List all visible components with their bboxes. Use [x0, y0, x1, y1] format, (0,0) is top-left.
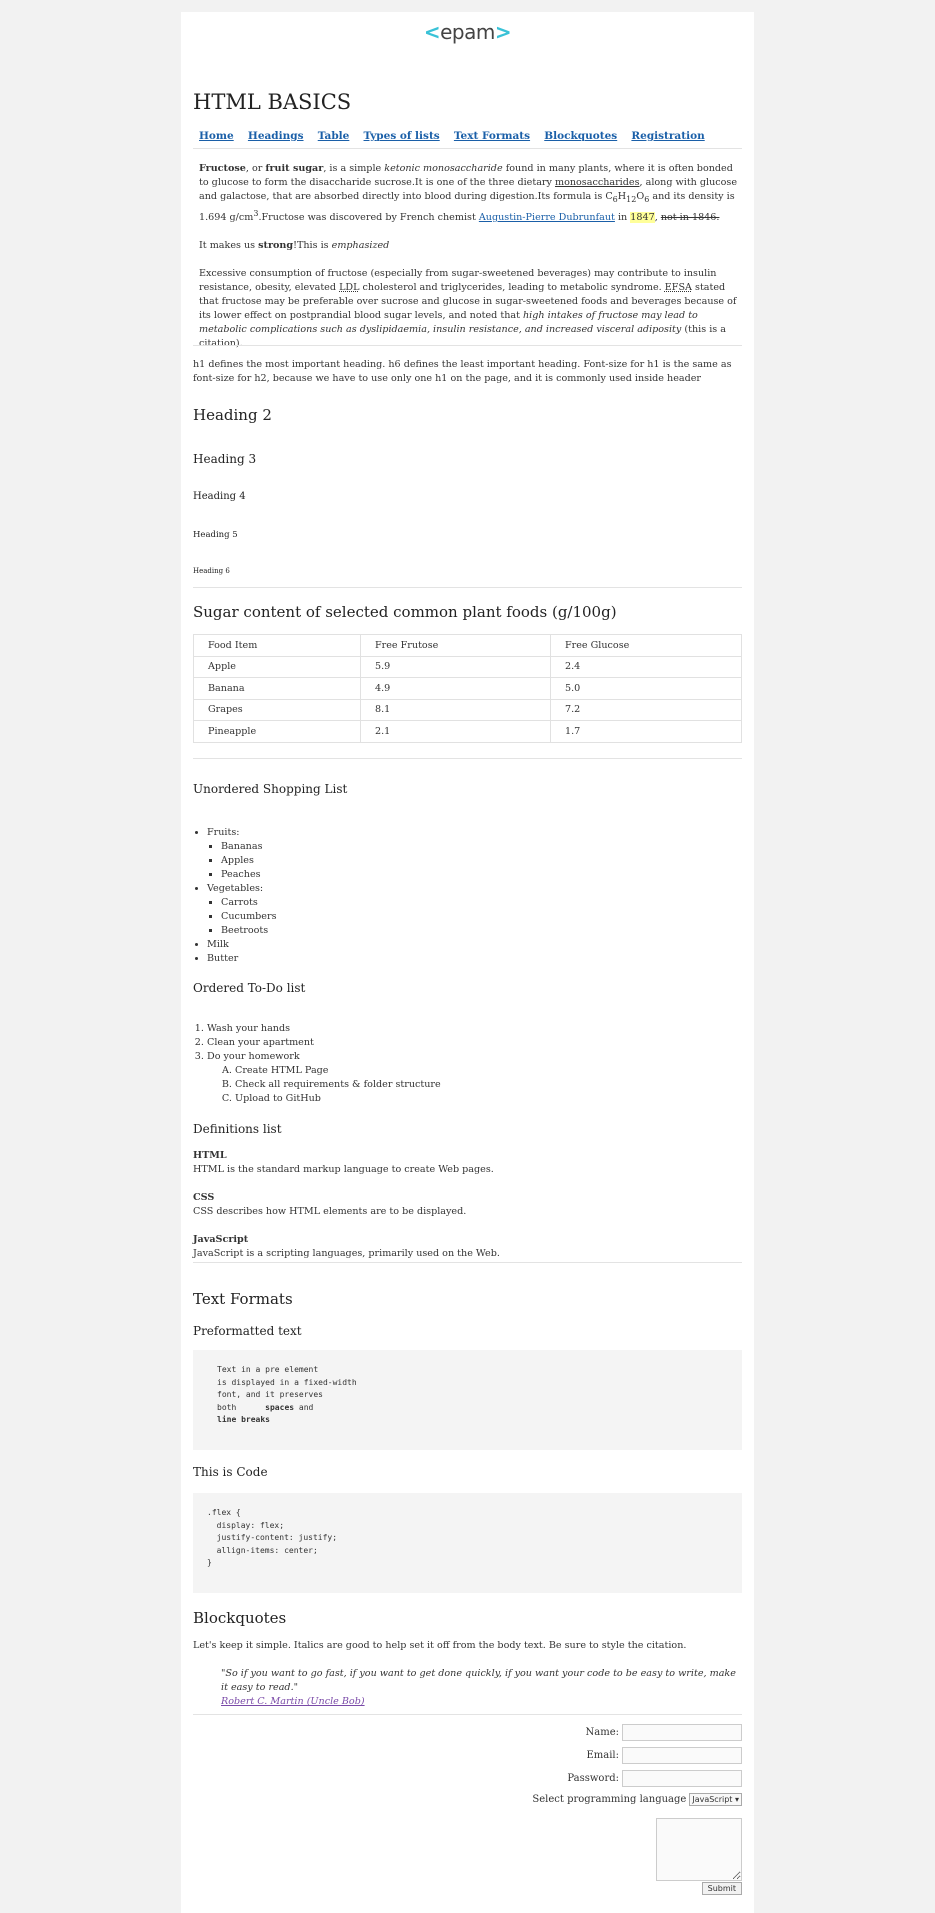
intro-section	[199, 162, 742, 351]
list-item: • Vegetables: ▪ Carrots ▪ Cucumbers ▪ Beetroots	[207, 882, 742, 938]
email-row	[586, 1747, 742, 1764]
page-title: HTML BASICS	[193, 90, 352, 114]
table-header: Food Item	[194, 635, 361, 657]
definition-term: JavaScript	[193, 1234, 249, 1245]
preformatted-block: Text in a pre element is displayed in a fixed-width font, and it preserves both spaces and line breaks	[193, 1350, 742, 1450]
table-header-row	[194, 635, 742, 657]
nav-types-of-lists[interactable]: Types of lists	[363, 130, 440, 142]
nav-home[interactable]: Home	[199, 130, 234, 142]
list-item: • Fruits: ▪ Bananas ▪ Apples ▪ Peaches	[207, 826, 742, 882]
name-row	[586, 1724, 742, 1741]
language-select[interactable]: JavaScript ▾	[689, 1793, 742, 1806]
list-item: ▪ Beetroots	[221, 924, 742, 938]
divider	[193, 1714, 742, 1715]
table-cell: Apple	[194, 656, 361, 678]
sugar-table	[193, 634, 742, 743]
language-label: Select programming language	[532, 1794, 687, 1805]
heading-2: Heading 2	[193, 406, 272, 424]
list-item: ▪ Apples	[221, 854, 742, 868]
intro-paragraph-3: Excessive consumption of fructose (especially from sugar-sweetened beverages) may contribute to insulin resistance, obesity, elevated LDL cholesterol and triglycerides, leading to metabolic syndrome. EFSA stated that fructose may be preferable over sucrose and glucose in sugar-sweetened foods and beverages because of its lower effect on postprandial blood sugar levels, and noted that high intakes of fructose may lead to metabolic complications such as dyslipidaemia, insulin resistance, and increased visceral adiposity (this is a citation).	[199, 268, 737, 350]
name-label: Name:	[585, 1727, 619, 1738]
list-item: • Milk	[207, 938, 742, 952]
table-row	[194, 678, 742, 700]
definitions-list	[193, 1149, 742, 1261]
table-cell: 7.2	[551, 699, 742, 721]
definition-term: HTML	[193, 1150, 227, 1161]
table-title: Sugar content of selected common plant foods (g/100g)	[193, 603, 617, 621]
table-cell: 5.0	[551, 678, 742, 700]
list-item: 1. Wash your hands	[207, 1022, 742, 1036]
list-item: 2. Clean your apartment	[207, 1036, 742, 1050]
language-row	[532, 1793, 742, 1806]
table-header: Free Frutose	[361, 635, 551, 657]
divider	[193, 758, 742, 759]
headings-note: h1 defines the most important heading. h6 defines the least important heading. Font-size for h1 is the same as font-size for h2, because we have to use only one h1 on the page, and it is commonly used inside header	[193, 359, 732, 384]
definition-term: CSS	[193, 1192, 215, 1203]
quote-text: "So if you want to go fast, if you want to get done quickly, if you want your code to be easy to write, make it easy to read."	[221, 1668, 736, 1693]
table-cell: Banana	[194, 678, 361, 700]
table-cell: 8.1	[361, 699, 551, 721]
submit-button[interactable]: Submit	[702, 1882, 742, 1895]
definitions-list-title: Definitions list	[193, 1122, 282, 1136]
list-item: C. Upload to GitHub	[235, 1092, 742, 1106]
intro-paragraph-2: It makes us strong!This is emphasized	[199, 240, 390, 252]
divider	[193, 345, 742, 346]
divider	[193, 587, 742, 588]
table-row	[194, 656, 742, 678]
code-title: This is Code	[193, 1465, 268, 1479]
nav-registration[interactable]: Registration	[631, 130, 705, 142]
password-input[interactable]	[622, 1770, 742, 1787]
blockquotes-title: Blockquotes	[193, 1609, 287, 1627]
list-item: ▪ Carrots	[221, 896, 742, 910]
nav-table[interactable]: Table	[317, 130, 350, 142]
table-cell: Grapes	[194, 699, 361, 721]
table-cell: 1.7	[551, 721, 742, 743]
email-label: Email:	[586, 1750, 619, 1761]
text-formats-title: Text Formats	[193, 1290, 293, 1308]
list-item: • Butter	[207, 952, 742, 966]
chemist-link[interactable]: Augustin-Pierre Dubrunfaut	[478, 212, 615, 224]
blockquote	[193, 1667, 742, 1709]
table-cell: Pineapple	[194, 721, 361, 743]
list-item: ▪ Cucumbers	[221, 910, 742, 924]
nav-blockquotes[interactable]: Blockquotes	[544, 130, 618, 142]
definition-desc: CSS describes how HTML elements are to be displayed.	[193, 1206, 467, 1217]
definition-desc: HTML is the standard markup language to create Web pages.	[193, 1164, 494, 1175]
message-textarea[interactable]	[656, 1818, 742, 1881]
quote-author-link[interactable]: Robert C. Martin (Uncle Bob)	[221, 1696, 365, 1707]
code-block: .flex { display: flex; justify-content: justify; allign-items: center; }	[193, 1493, 742, 1593]
table-header: Free Glucose	[551, 635, 742, 657]
preformatted-title: Preformatted text	[193, 1324, 302, 1338]
list-item: A. Create HTML Page	[235, 1064, 742, 1078]
name-input[interactable]	[622, 1724, 742, 1741]
blockquotes-intro: Let's keep it simple. Italics are good to help set it off from the body text. Be sure to style the citation.	[193, 1640, 687, 1651]
intro-paragraph-1: Fructose, or fruit sugar, is a simple ketonic monosaccharide found in many plants, where it is often bonded to glucose to form the disaccharide sucrose.It is one of the three dietary monosaccharides, along with glucose and galactose, that are absorbed directly into blood during digestion.Its formula is $C_6H_{12}O_6$ and its density is 1.694 $g/cm^3.Fructose$ was discovered by French chemist Augustin-Pierre Dubrunfaut in 1847, not in 1846.	[199, 163, 738, 224]
table-row	[194, 699, 742, 721]
password-row	[567, 1770, 742, 1787]
heading-6: Heading 6	[193, 567, 230, 575]
email-input[interactable]	[622, 1747, 742, 1764]
epam-logo[interactable]: <epam>	[423, 20, 512, 44]
page-container	[181, 12, 754, 1913]
list-item: ▪ Peaches	[221, 868, 742, 882]
main-nav	[199, 130, 742, 142]
list-item: ▪ Bananas	[221, 840, 742, 854]
heading-3: Heading 3	[193, 452, 257, 466]
shopping-list	[193, 826, 742, 966]
table-cell: 2.4	[551, 656, 742, 678]
nav-text-formats[interactable]: Text Formats	[453, 130, 531, 142]
nav-headings[interactable]: Headings	[247, 130, 304, 142]
unordered-list-title: Unordered Shopping List	[193, 782, 348, 796]
list-item: B. Check all requirements & folder structure	[235, 1078, 742, 1092]
password-label: Password:	[567, 1773, 619, 1784]
table-cell: 4.9	[361, 678, 551, 700]
table-cell: 5.9	[361, 656, 551, 678]
divider	[193, 148, 742, 149]
ordered-list-title: Ordered To-Do list	[193, 981, 306, 995]
table-cell: 2.1	[361, 721, 551, 743]
list-item: 3. Do your homework A. Create HTML Page B. Check all requirements & folder structure C. Upload to GitHub	[207, 1050, 742, 1106]
table-row	[194, 721, 742, 743]
definition-desc: JavaScript is a scripting languages, primarily used on the Web.	[193, 1248, 500, 1259]
divider	[193, 1262, 742, 1263]
heading-5: Heading 5	[193, 530, 238, 540]
heading-4: Heading 4	[193, 491, 246, 502]
todo-list	[193, 1022, 742, 1106]
